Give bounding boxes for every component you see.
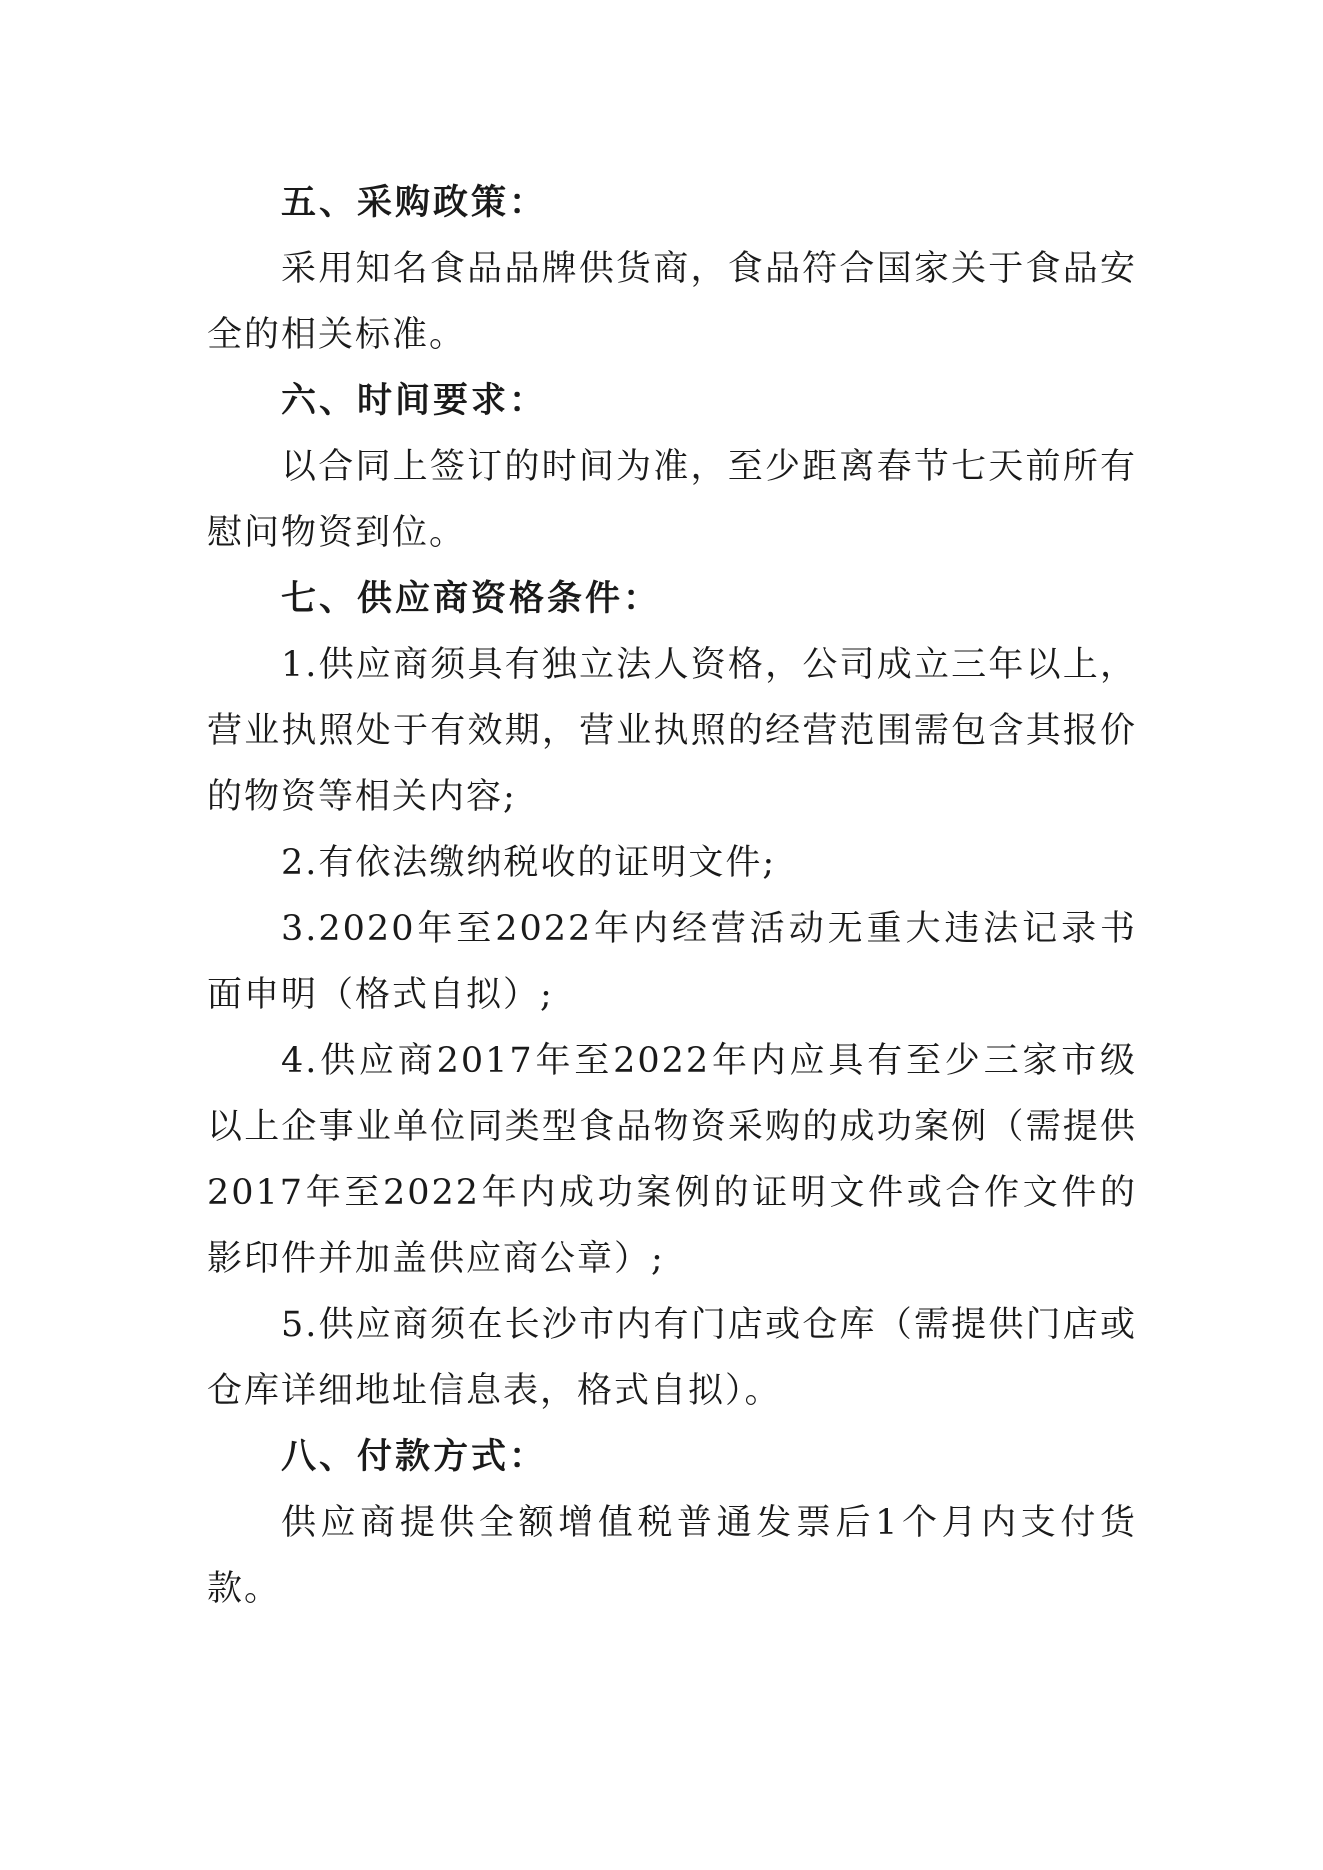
qualification-item-1: 1.供应商须具有独立法人资格，公司成立三年以上，营业执照处于有效期，营业执照的经营范围需包含其报价的物资等相关内容;	[207, 645, 1137, 817]
qualification-item-2: 2.有依法缴纳税收的证明文件;	[281, 843, 777, 883]
section-heading-procurement-policy: 五、采购政策：	[281, 183, 548, 223]
paragraph-procurement-policy: 采用知名食品品牌供货商，食品符合国家关于食品安全的相关标准。	[207, 249, 1137, 355]
paragraph-time-requirement: 以合同上签订的时间为准，至少距离春节七天前所有慰问物资到位。	[207, 447, 1137, 553]
qualification-item-3: 3.2020年至2022年内经营活动无重大违法记录书面申明（格式自拟）;	[207, 909, 1137, 1015]
document-body	[207, 170, 1137, 1622]
qualification-item-4: 4.供应商2017年至2022年内应具有至少三家市级以上企事业单位同类型食品物资采购的成功案例（需提供2017年至2022年内成功案例的证明文件或合作文件的影印件并加盖供应商公章）;	[207, 1041, 1137, 1279]
paragraph-payment-method: 供应商提供全额增值税普通发票后1个月内支付货款。	[207, 1503, 1137, 1609]
section-heading-payment-method: 八、付款方式：	[281, 1437, 548, 1477]
section-heading-time-requirement: 六、时间要求：	[281, 381, 548, 421]
qualification-item-5: 5.供应商须在长沙市内有门店或仓库（需提供门店或仓库详细地址信息表，格式自拟）。	[207, 1305, 1137, 1411]
section-heading-supplier-qualifications: 七、供应商资格条件：	[281, 579, 662, 619]
